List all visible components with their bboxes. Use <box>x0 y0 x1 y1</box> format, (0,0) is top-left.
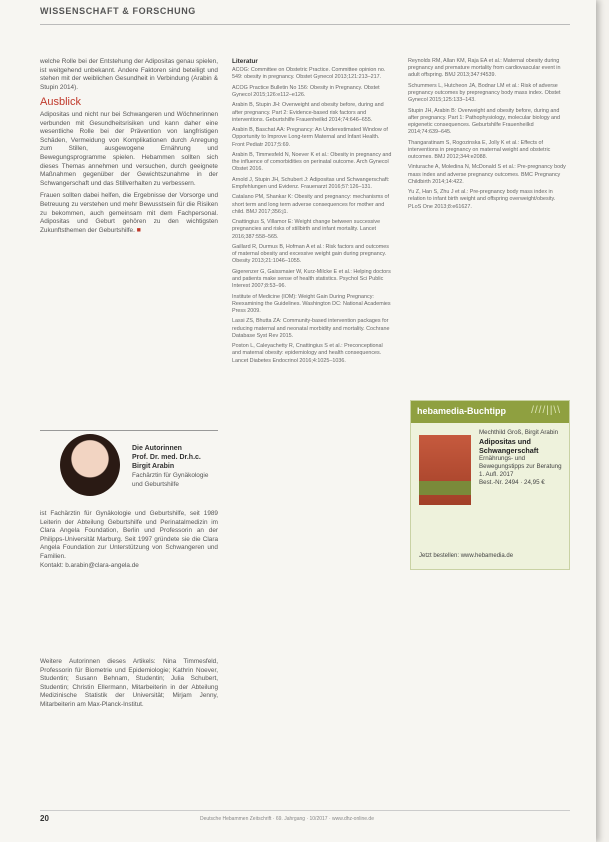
literature-list-2 <box>408 58 568 211</box>
ad-link[interactable]: Jetzt bestellen: www.hebamedia.de <box>419 553 514 559</box>
reference-item: Catalano PM, Shankar K: Obesity and pregnancy: mechanisms of short term and long term adverse consequences for mother and child. BMJ 2017;356:j1. <box>232 194 390 215</box>
reference-item: Poston L, Caleyachetty R, Cnattingius S et al.: Preconceptional and maternal obesity: epidemiology and health consequences. Lancet Diabetes Endocrinol 2016;4:1025–1036. <box>232 343 383 364</box>
reference-item: Gaillard R, Durmus B, Hofman A et al.: Risk factors and outcomes of maternal obesity and excessive weight gain during pregnancy. Obesity 2013;21:1046–1055. <box>232 243 389 265</box>
reference-item: Reynolds RM, Allan KM, Raja EA et al.: Maternal obesity during pregnancy and premature mortality from cardiovascular event in adult offspring. BMJ 2013;347:f4539. <box>408 58 561 79</box>
author-role: Fachärztin für Gynäkologie und Geburtshilfe <box>132 472 209 488</box>
ad-title: Adipositas und Schwangerschaft <box>479 437 539 455</box>
reference-item: Yu Z, Han S, Zhu J et al.: Pre-pregnancy body mass index in relation to infant birth weight and offspring overweight/obesity. PLoS One 2013;8:e61627. <box>408 189 556 210</box>
intro-paragraph: welche Rolle bei der Entstehung der Adipositas genau spielen, ist weitgehend unbekannt. Andere Faktoren sind beteiligt und stehen mit der weiblichen Gesundheit in Verbindung (Arabin & Stupin 2014). <box>40 58 218 91</box>
literature-list-1 <box>232 67 392 365</box>
reference-item: Arabin B, Timmesfeld N, Noever K et al.: Obesity in pregnancy and the influence of comorbidities on perinatal outcome. Arch Gynecol Obstet 2016. <box>232 151 392 173</box>
reference-item: Thangaratinam S, Rogozinska E, Jolly K et al.: Effects of interventions in pregnancy on maternal weight and obstetric outcomes. BMJ 2012;344:e2088. <box>408 139 551 160</box>
reference-item: Schummers L, Hutcheon JA, Bodnar LM et al.: Risk of adverse pregnancy outcomes by prepregnancy body mass index. Obstet Gynecol 2015;125:133–143. <box>408 82 561 104</box>
coauthors-paragraph: Weitere Autorinnen dieses Artikels: Nina Timmesfeld, Professorin für Biometrie und Epidemiologie; Kathrin Noever, Studentin; Susann Behnam, Studentin; Julia Schubert, Studentin; Christin Ellermann, Mitarbeiterin in der Abteilung Medizinische Statistik der Universität; Mirjam Jenny, Mitarbeiterin am Max-Planck-Institut. <box>40 658 218 708</box>
ad-edition: 1. Aufl. 2017 <box>479 471 514 478</box>
ad-authors: Mechthild Groß, Birgit Arabin <box>479 429 559 436</box>
page-number: 20 <box>40 814 49 823</box>
header-rule <box>40 24 570 25</box>
author-box <box>40 430 218 569</box>
book-cover-icon[interactable] <box>419 435 471 505</box>
section-heading: Ausblick <box>40 96 81 109</box>
footer-rule <box>40 810 570 811</box>
reference-item: Arabin B, Baschat AA: Pregnancy: An Underestimated Window of Opportunity to Improve Long-term Maternal and Infant Health. Front Pediatr 2017;5:69. <box>232 127 388 148</box>
ad-order: Best.-Nr. 2494 · 24,95 € <box>479 479 545 486</box>
end-mark-icon: ■ <box>136 226 141 234</box>
reference-item: Institute of Medicine (IOM): Weight Gain During Pregnancy: Reexamining the Guidelines. Washington DC: National Academies Press 2009. <box>232 293 391 314</box>
book-ad[interactable] <box>410 400 570 570</box>
ad-subtitle: Ernährungs- und Bewegungstipps zur Beratung <box>479 455 562 470</box>
literature-heading: Literatur <box>232 58 258 65</box>
author-email[interactable]: Kontakt: b.arabin@clara-angela.de <box>40 561 139 569</box>
reference-item: Vinturache A, Moledina N, McDonald S et al.: Pre-pregnancy body mass index and adverse pregnancy outcomes. BMC Pregnancy Childbirth 2014;14:422. <box>408 164 566 185</box>
author-avatar <box>60 434 120 496</box>
author-bio: ist Fachärztin für Gynäkologie und Geburtshilfe, seit 1989 Leiterin der Abteilung Geburtshilfe und Perinatalmedizin im Clara Angela Foundation, Berlin und Professorin an der Philipps-Universität Marburg. Seit 1997 gründete sie die Clara Angela Foundation zur Unterstützung von Schwangeren und Familien. Kontakt: b.arabin@clara-angela.de <box>40 510 218 569</box>
author-rule <box>40 430 218 431</box>
section-header: WISSENSCHAFT & FORSCHUNG <box>40 6 196 16</box>
literature-column-2 <box>408 58 568 214</box>
footer-text: Deutsche Hebammen Zeitschrift · 69. Jahrgang · 10/2017 · www.dhz-online.de <box>200 816 374 822</box>
body-paragraph-2: Frauen sollten dabei helfen, die Ergebnisse der Vorsorge und Betreuung zu verstehen und mehr Bewusstsein für die Risiken zu bekommen, auch gemeinsam mit dem Fachpersonal. Adipositas und Geburt gehören zu den wichtigsten Zukunftsthemen der Geburtshilfe. ■ <box>40 192 218 234</box>
literature-column-1 <box>232 58 392 368</box>
ad-header <box>411 401 569 423</box>
author-heading <box>132 444 218 471</box>
reference-item: ACOG: Committee on Obstetric Practice. Committee opinion no. 549: obesity in pregnancy. Obstet Gynecol 2013;121:213–217. <box>232 67 386 81</box>
author-section-label: Die Autorinnen <box>132 445 182 452</box>
reference-item: Arnold J, Stupin JH, Schubert J: Adipositas und Schwangerschaft: Empfehlungen und Evidenz. Frauenarzt 2016;57:126–131. <box>232 176 390 190</box>
reference-item: Cnattingius S, Villamor E: Weight change between successive pregnancies and risks of stillbirth and infant mortality. Lancet 2016;387:558–565. <box>232 219 381 240</box>
reference-item: ACOG Practice Bulletin No 156: Obesity in Pregnancy. Obstet Gynecol 2015;126:e112–e126. <box>232 84 380 98</box>
author-name: Prof. Dr. med. Dr.h.c. Birgit Arabin <box>132 454 201 470</box>
reference-item: Lassi ZS, Bhutta ZA: Community-based intervention packages for reducing maternal and neonatal morbidity and mortality. Cochrane Database Syst Rev 2015. <box>232 318 390 339</box>
reference-item: Stupin JH, Arabin B: Overweight and obesity before, during and after pregnancy. Part 1: Pathophysiology, molecular biology and epigenetic consequences. Geburtshilfe Frauenheilkd 2014;74:639–645. <box>408 107 561 136</box>
article-column <box>40 58 218 239</box>
reference-item: Arabin B, Stupin JH: Overweight and obesity before, during and after pregnancy. Part 2: Evidence-based risk factors and interventions. Geburtshilfe Frauenheilkd 2014;74:646–655. <box>232 102 384 123</box>
ad-info <box>479 429 565 487</box>
ad-stripes-icon: ////||\\ <box>531 405 561 416</box>
reference-item: Gigerenzer G, Gaissmaier W, Kurz-Milcke E et al.: Helping doctors and patients make sense of health statistics. Psychol Sci Public Interest 2007;8:53–96. <box>232 268 391 290</box>
body-paragraph-1: Adipositas und nicht nur bei Schwangeren und Wöchnerinnen verbunden mit Gesundheitsrisiken und kann daher eine wesentliche Rolle bei der Prävention von langfristigen Schäden, Vermeidung von Komplikationen durch Anregung zum Stillen, ausgewogene Ernährung und Bewegungsprogramme spielen. Hebammen sollten sich dieses Themas annehmen und versuchen, durch geeignete Maßnahmen gegenüber der Gewichtszunahme in der Schwangerschaft und das Stillverhalten zu verbessern. <box>40 110 218 187</box>
ad-brand: hebamedia-Buchtipp <box>417 406 507 416</box>
